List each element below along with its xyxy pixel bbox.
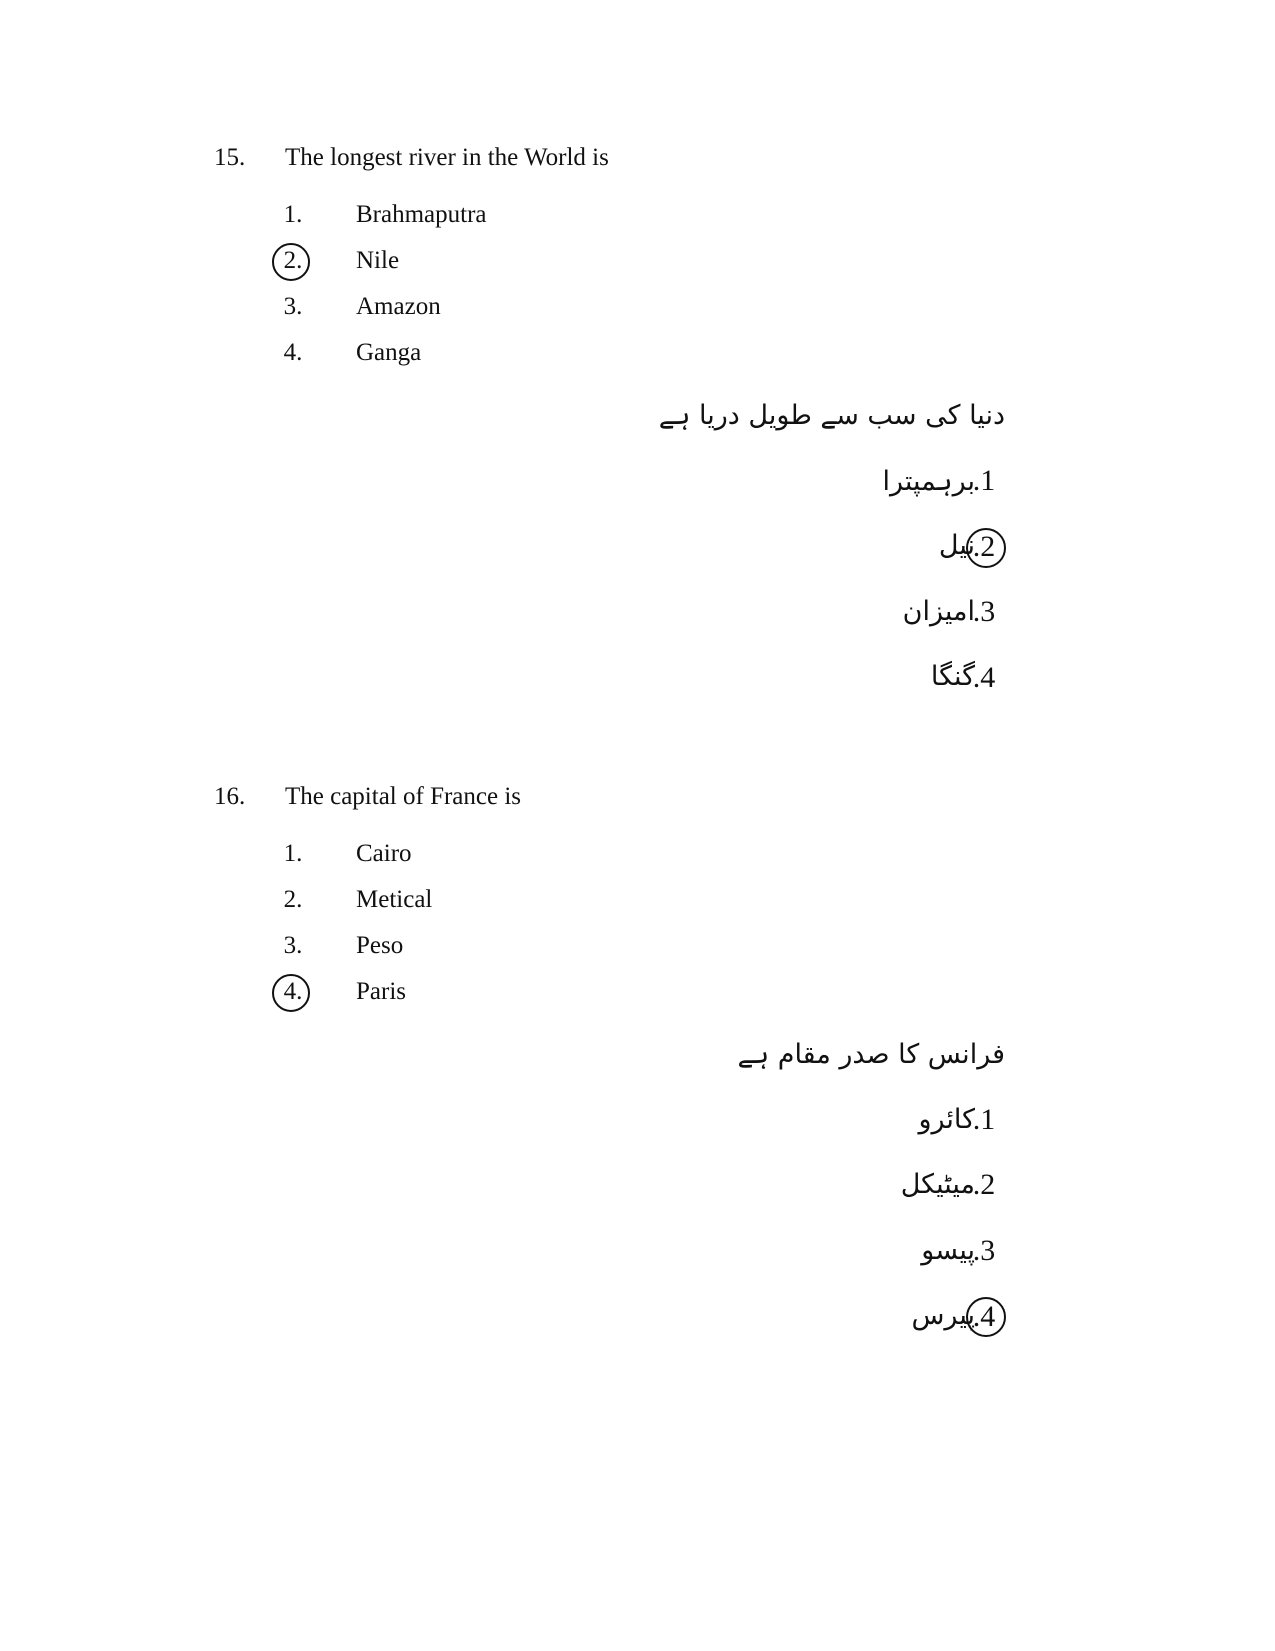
option-text: Metical (356, 886, 433, 913)
urdu-option-text: میٹیکل (900, 1169, 975, 1200)
question-number: 16. (214, 783, 246, 810)
option-text: Amazon (356, 293, 441, 320)
urdu-option-number: .4 (972, 1300, 996, 1333)
urdu-option-text: پیرس (911, 1300, 975, 1331)
option-text: Ganga (356, 339, 422, 366)
urdu-option-number: .1 (972, 1103, 996, 1136)
option-number: 3. (283, 293, 303, 320)
option-number: 3. (283, 932, 303, 959)
urdu-option-number: .4 (972, 661, 996, 694)
urdu-option-number: .1 (972, 464, 996, 497)
urdu-option-text: برہمپترا (882, 466, 975, 497)
urdu-option-text: امیزان (902, 596, 975, 627)
option-number: 4. (283, 339, 303, 366)
urdu-question-text: دنیا کی سب سے طویل دریا ہے (658, 400, 1005, 431)
urdu-option-text: کائرو (918, 1104, 975, 1135)
urdu-question-text: فرانس کا صدر مقام ہے (737, 1039, 1005, 1070)
option-text: Brahmaputra (356, 201, 487, 228)
option-text: Peso (356, 932, 404, 959)
option-text: Cairo (356, 840, 412, 867)
urdu-option-number: .2 (972, 530, 996, 563)
urdu-option-text: پیسو (921, 1235, 975, 1266)
urdu-option-number: .2 (972, 1168, 996, 1201)
urdu-option-number: .3 (972, 595, 996, 628)
option-number: 1. (283, 201, 303, 228)
option-number: 4. (283, 978, 303, 1005)
option-number: 2. (283, 247, 303, 274)
urdu-option-number: .3 (972, 1234, 996, 1267)
option-number: 1. (283, 840, 303, 867)
urdu-option-text: نیل (938, 530, 975, 561)
urdu-option-text: گنگا (930, 661, 975, 692)
question-number: 15. (214, 144, 246, 171)
option-number: 2. (283, 886, 303, 913)
question-text: The longest river in the World is (285, 144, 609, 171)
option-text: Nile (356, 247, 400, 274)
option-text: Paris (356, 978, 406, 1005)
question-text: The capital of France is (285, 783, 522, 810)
